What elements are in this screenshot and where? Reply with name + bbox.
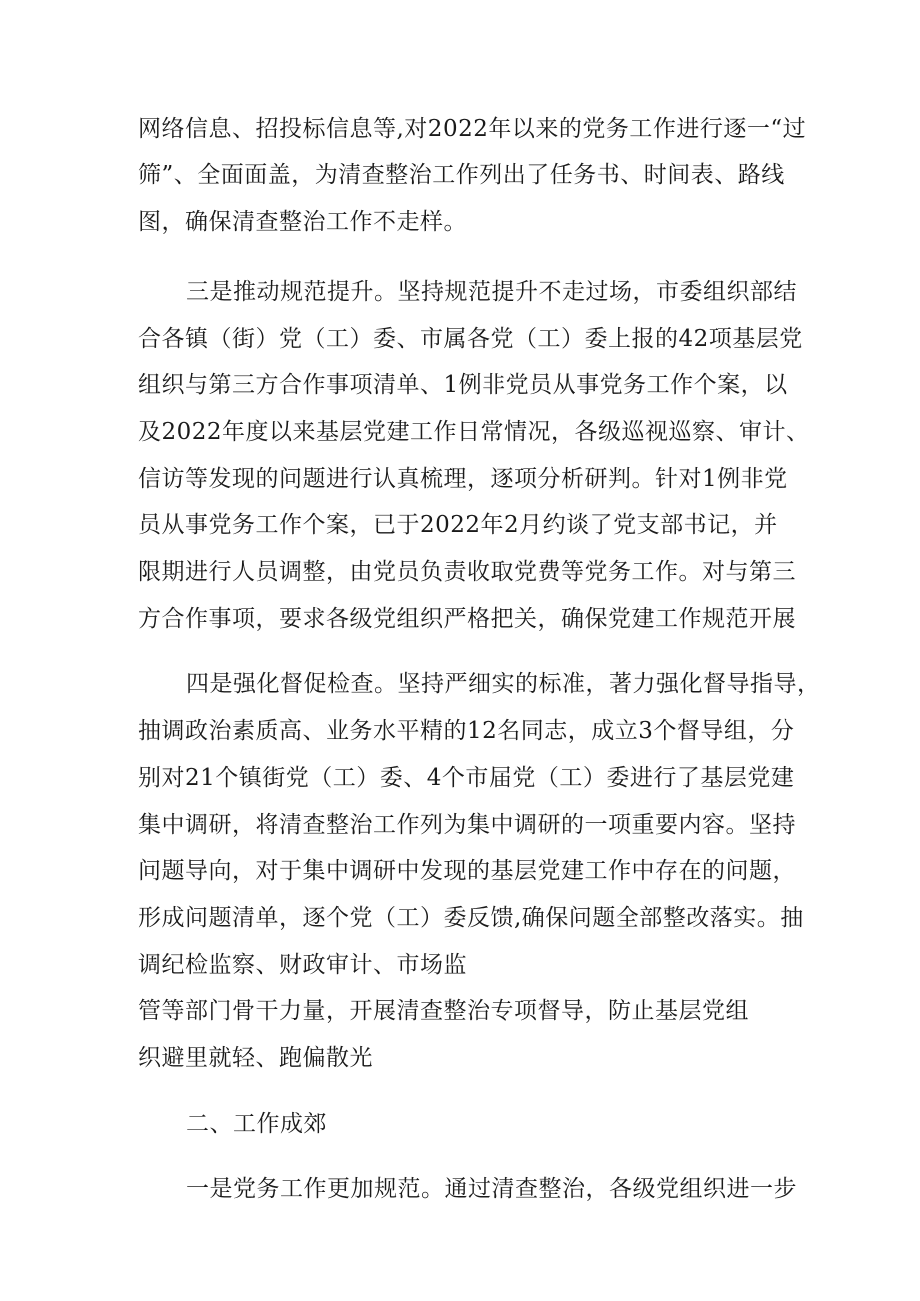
text-line: 筛”、全面面盖，为清查整治工作列出了任务书、时间表、路线	[138, 162, 785, 188]
paragraph-heading-line: 四是强化督促检查。坚持严细实的标准，著力强化督导指导，	[186, 671, 821, 697]
text-line: 图，确保清查整治工作不走样。	[138, 209, 467, 235]
section-heading: 二、工作成郊	[186, 1111, 327, 1137]
text-line: 形成问题清单，逐个党（工）委反馈,确保问题全部整改落实。抽	[138, 905, 804, 931]
text-line: 调纪检监察、财政审计、市场监	[138, 952, 467, 978]
text-line: 方合作事项，要求各级党组织严格把关，确保党建工作规范开展	[138, 606, 796, 632]
text-line: 问题导向，对于集中调研中发现的基层党建工作中存在的问题，	[138, 858, 796, 884]
text-line: 信访等发现的问题进行认真梳理，逐项分析研判。针对1例非党	[138, 466, 788, 492]
text-line: 组织与第三方合作事项清单、1例非党员从事党务工作个案，以	[138, 372, 788, 398]
text-line: 及2022年度以来基层党建工作日常情况，各级巡视巡察、审计、	[138, 419, 810, 445]
text-line: 织避里就轻、跑偏散光	[138, 1045, 373, 1071]
text-line: 限期进行人员调整，由党员负责收取党费等党务工作。对与第三	[138, 559, 796, 585]
text-line: 抽调政治素质高、业务水平精的12名同志，成立3个督导组，分	[138, 718, 795, 744]
text-line: 合各镇（街）党（工）委、市属各党（工）委上报的42项基层党	[138, 326, 803, 352]
text-line: 管等部门骨干力量，开展清查整治专项督导，防止基层党组	[138, 998, 749, 1024]
paragraph-heading-line: 一是党务工作更加规范。通过清查整治，各级党组织进一步	[186, 1176, 797, 1202]
text-line: 网络信息、招投标信息等,对2022年以来的党务工作进行逐一“过	[138, 116, 807, 142]
text-line: 集中调研，将清查整治工作列为集中调研的一项重要内容。坚持	[138, 812, 796, 838]
text-line: 员从事党务工作个案，已于2022年2月约谈了党支部书记，并	[138, 512, 778, 538]
text-line: 别对21个镇街党（工）委、4个市届党（工）委进行了基层党建	[138, 765, 795, 791]
paragraph-heading-line: 三是推动规范提升。坚持规范提升不走过场，市委组织部结	[186, 279, 797, 305]
